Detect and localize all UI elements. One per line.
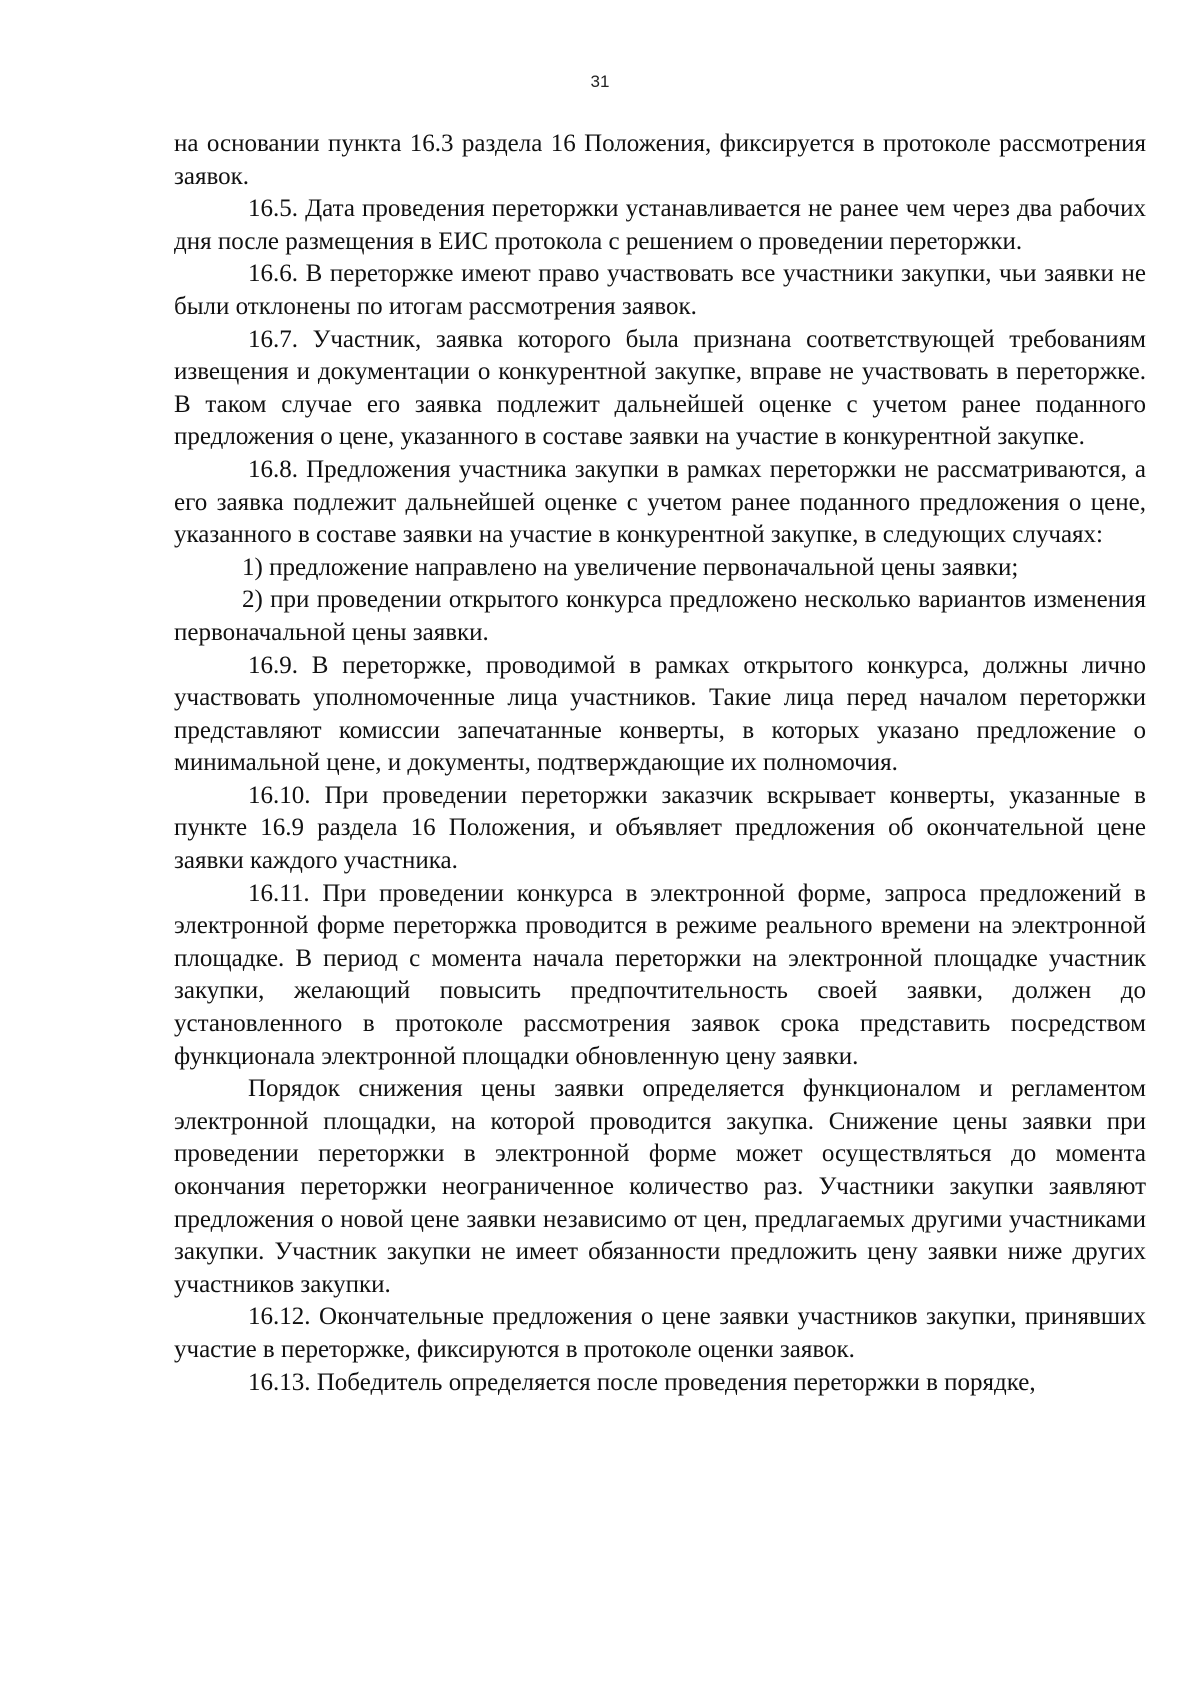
paragraph: 16.5. Дата проведения переторжки устанавливается не ранее чем через два рабочих дня после размещения в ЕИС протокола с решением о проведении переторжки.: [174, 195, 1146, 255]
paragraph: на основании пункта 16.3 раздела 16 Положения, фиксируется в протоколе рассмотрения заявок.: [174, 130, 1146, 190]
paragraph: 16.11. При проведении конкурса в электронной форме, запроса предложений в электронной форме переторжка проводится в режиме реального времени на электронной площадке. В период с момента начала переторжки на электронной площадке участник закупки, желающий повысить предпочтительность своей заявки, должен до установленного в протоколе рассмотрения заявок срока представить посредством функционала электронной площадки обновленную цену заявки.: [174, 879, 1146, 1070]
paragraph: 16.10. При проведении переторжки заказчик вскрывает конверты, указанные в пункте 16.9 раздела 16 Положения, и объявляет предложения об окончательной цене заявки каждого участника.: [174, 781, 1146, 875]
paragraph: Порядок снижения цены заявки определяется функционалом и регламентом электронной площадки, на которой проводится закупка. Снижение цены заявки при проведении переторжки в электронной форме может осуществляться до момента окончания переторжки неограниченное количество раз. Участники закупки заявляют предложения о новой цене заявки независимо от цен, предлагаемых другими участниками закупки. Участник закупки не имеет обязанности предложить цену заявки ниже других участников закупки.: [174, 1075, 1146, 1298]
paragraph: 16.13. Победитель определяется после проведения переторжки в порядке,: [248, 1368, 1036, 1396]
paragraph: 16.6. В переторжке имеют право участвовать все участники закупки, чьи заявки не были отклонены по итогам рассмотрения заявок.: [174, 260, 1146, 320]
list-item: 2) при проведении открытого конкурса предложено несколько вариантов изменения первоначальной цены заявки.: [174, 586, 1146, 646]
list-item: 1) предложение направлено на увеличение первоначальной цены заявки;: [242, 553, 1019, 581]
paragraph: 16.8. Предложения участника закупки в рамках переторжки не рассматриваются, а его заявка подлежит дальнейшей оценке с учетом ранее поданного предложения о цене, указанного в составе заявки на участие в конкурентной закупке, в следующих случаях:: [174, 455, 1146, 549]
page-number: 31: [590, 72, 610, 91]
document-body: [174, 128, 1146, 1399]
paragraph: 16.9. В переторжке, проводимой в рамках открытого конкурса, должны лично участвовать уполномоченные лица участников. Такие лица перед началом переторжки представляют комиссии запечатанные конверты, в которых указано предложение о минимальной цене, и документы, подтверждающие их полномочия.: [174, 651, 1146, 777]
paragraph: 16.7. Участник, заявка которого была признана соответствующей требованиям извещения и документации о конкурентной закупке, вправе не участвовать в переторжке. В таком случае его заявка подлежит дальнейшей оценке с учетом ранее поданного предложения о цене, указанного в составе заявки на участие в конкурентной закупке.: [174, 325, 1146, 451]
paragraph: 16.12. Окончательные предложения о цене заявки участников закупки, принявших участие в переторжке, фиксируются в протоколе оценки заявок.: [174, 1303, 1146, 1363]
